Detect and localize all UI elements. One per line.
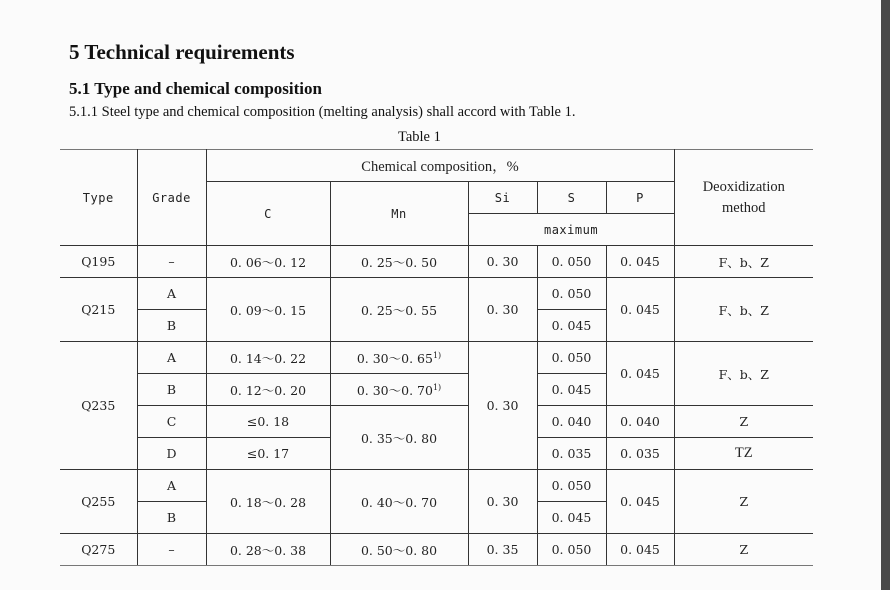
cell-grade: C	[137, 406, 206, 438]
cell-c: ≤0. 17	[206, 438, 330, 470]
cell-method: F、b、Z	[674, 342, 813, 406]
cell-grade: –	[137, 246, 206, 278]
cell-type: Q275	[60, 534, 137, 566]
header-deoxidization-line2: method	[722, 199, 766, 216]
cell-p: 0. 035	[606, 438, 674, 470]
header-deoxidization-method	[674, 150, 813, 246]
cell-type: Q195	[60, 246, 137, 278]
section-title: 5 Technical requirements	[69, 40, 295, 64]
header-type: Type	[60, 150, 137, 246]
cell-s: 0. 045	[537, 374, 606, 406]
cell-p: 0. 045	[606, 246, 674, 278]
cell-grade: A	[137, 342, 206, 374]
header-s: S	[537, 182, 606, 214]
cell-c: 0. 06～0. 12	[206, 246, 330, 278]
table-row	[60, 406, 813, 438]
cell-type: Q255	[60, 470, 137, 534]
cell-grade: B	[137, 502, 206, 534]
cell-type: Q235	[60, 342, 137, 470]
cell-c: ≤0. 18	[206, 406, 330, 438]
header-si: Si	[468, 182, 537, 214]
header-c: C	[206, 182, 330, 246]
cell-p: 0. 045	[606, 534, 674, 566]
cell-si: 0. 30	[468, 246, 537, 278]
cell-mn: 0. 25～0. 55	[330, 278, 468, 342]
cell-grade: D	[137, 438, 206, 470]
table-row	[60, 534, 813, 566]
cell-si: 0. 35	[468, 534, 537, 566]
cell-s: 0. 040	[537, 406, 606, 438]
cell-c: 0. 09～0. 15	[206, 278, 330, 342]
cell-mn	[330, 342, 468, 374]
cell-mn	[330, 374, 468, 406]
cell-s: 0. 045	[537, 310, 606, 342]
cell-si: 0. 30	[468, 342, 537, 470]
cell-s: 0. 050	[537, 246, 606, 278]
table-caption: Table 1	[398, 129, 441, 145]
cell-s: 0. 050	[537, 470, 606, 502]
cell-mn: 0. 50～0. 80	[330, 534, 468, 566]
cell-mn: 0. 35～0. 80	[330, 406, 468, 470]
cell-type: Q215	[60, 278, 137, 342]
header-p: P	[606, 182, 674, 214]
table-row	[60, 470, 813, 502]
cell-p: 0. 045	[606, 342, 674, 406]
header-mn: Mn	[330, 182, 468, 246]
cell-method: Z	[674, 406, 813, 438]
paragraph-text: 5.1.1 Steel type and chemical composition (melting analysis) shall accord with Table 1.	[69, 104, 576, 120]
cell-mn-value: 0. 30～0. 70	[356, 382, 433, 398]
cell-c: 0. 18～0. 28	[206, 470, 330, 534]
cell-p: 0. 040	[606, 406, 674, 438]
cell-s: 0. 050	[537, 534, 606, 566]
chemical-composition-table	[60, 149, 813, 566]
cell-method: Z	[674, 470, 813, 534]
cell-p: 0. 045	[606, 278, 674, 342]
cell-s: 0. 045	[537, 502, 606, 534]
header-row	[60, 150, 813, 182]
vertical-scrollbar[interactable]	[881, 0, 890, 590]
cell-grade: B	[137, 310, 206, 342]
cell-method: F、b、Z	[674, 246, 813, 278]
cell-method: F、b、Z	[674, 278, 813, 342]
cell-s: 0. 050	[537, 342, 606, 374]
header-grade: Grade	[137, 150, 206, 246]
header-deoxidization-line1: Deoxidization	[702, 178, 785, 195]
header-chemical-composition: Chemical composition，%	[206, 150, 674, 182]
cell-si: 0. 30	[468, 470, 537, 534]
cell-grade: B	[137, 374, 206, 406]
cell-grade: A	[137, 278, 206, 310]
cell-mn-value: 0. 30～0. 65	[356, 350, 433, 366]
cell-grade: –	[137, 534, 206, 566]
cell-mn: 0. 40～0. 70	[330, 470, 468, 534]
cell-mn: 0. 25～0. 50	[330, 246, 468, 278]
cell-si: 0. 30	[468, 278, 537, 342]
cell-c: 0. 14～0. 22	[206, 342, 330, 374]
subsection-title: 5.1 Type and chemical composition	[69, 79, 322, 98]
cell-s: 0. 035	[537, 438, 606, 470]
cell-method: Z	[674, 534, 813, 566]
cell-c: 0. 28～0. 38	[206, 534, 330, 566]
footnote-marker: 1)	[432, 382, 442, 392]
table-row	[60, 342, 813, 374]
cell-method: TZ	[674, 438, 813, 470]
cell-p: 0. 045	[606, 470, 674, 534]
footnote-marker: 1)	[432, 350, 442, 360]
table-row	[60, 246, 813, 278]
cell-c: 0. 12～0. 20	[206, 374, 330, 406]
table-row	[60, 278, 813, 310]
cell-s: 0. 050	[537, 278, 606, 310]
cell-grade: A	[137, 470, 206, 502]
header-maximum: maximum	[468, 214, 674, 246]
